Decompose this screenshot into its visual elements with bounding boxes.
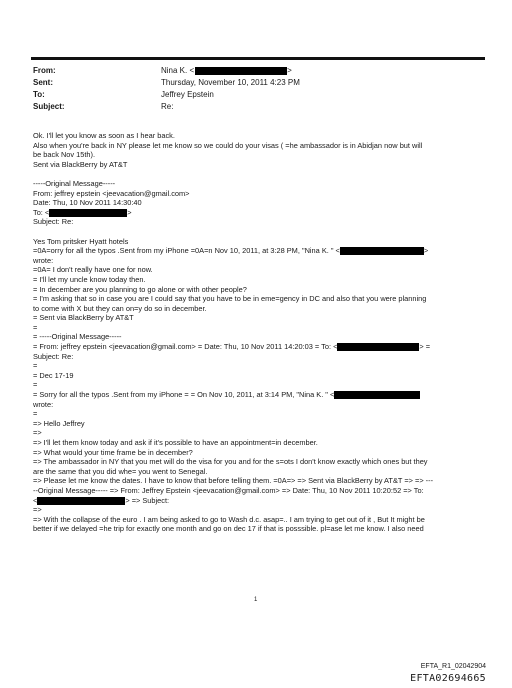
body-line: = I'm asking that so in case you are I could say that you have to be in eme=gency in DC and also that you were planning	[33, 294, 427, 304]
body-line: Subject: Re:	[33, 217, 74, 227]
body-line: =>	[33, 505, 42, 515]
body-line: -----Original Message-----	[33, 178, 116, 188]
body-line: => With the collapse of the euro . I am being asked to go to Wash d.c. asap=.. I am trying to get out of it , But It might be	[33, 514, 425, 524]
redaction-block	[49, 209, 127, 217]
body-line: =0A= I don't really have one for now.	[33, 265, 153, 275]
body-line: =	[33, 322, 38, 332]
to-value: Jeffrey Epstein	[161, 90, 214, 99]
sender-name: Nina K. <	[161, 66, 195, 75]
redaction-block	[37, 497, 125, 505]
page-number: 1	[254, 597, 258, 603]
body-line: => I'll let them know today and ask if it's possible to have an appointment=in december.	[33, 438, 318, 447]
body-line: To: < >	[33, 207, 132, 217]
from-label: From:	[33, 66, 56, 75]
sent-value: Thursday, November 10, 2011 4:23 PM	[161, 78, 300, 87]
redaction-block	[340, 247, 424, 255]
header-rule	[31, 57, 485, 60]
email-header	[33, 66, 453, 114]
to-label: To:	[33, 90, 45, 99]
body-line: =>	[33, 428, 42, 438]
body-line: => Please let me know the dates. I have to know that before telling them. =0A=> => Sent via BlackBerry by AT&T => => ---	[33, 476, 434, 486]
body-line: =	[33, 380, 38, 390]
body-line: to come with X but they can on=y do so in december.	[33, 303, 207, 313]
body-line: be back Nov 15th).	[33, 150, 96, 160]
body-line: => Hello Jeffrey	[33, 418, 85, 428]
redaction-block	[337, 343, 419, 351]
body-line: = Sorry for all the typos .Sent from my iPhone = = On Nov 10, 2011, at 3:14 PM, "Nina K. " <	[33, 390, 481, 400]
bates-number-primary: EFTA_R1_02042904	[420, 663, 486, 670]
subject-value: Re:	[161, 102, 174, 111]
sent-label: Sent:	[33, 78, 53, 87]
body-line: wrote:	[33, 399, 54, 409]
body-line: = From: jeffrey epstein <jeevacation@gmail.com> = Date: Thu, 10 Nov 2011 14:20:03 = To: < > =	[33, 342, 431, 352]
body-line: Subject: Re:	[33, 351, 74, 361]
body-line: => What would your time frame be in december?	[33, 447, 193, 457]
body-line: better if we delayed =he trip for exactly one month and go on dec 17 if that is posssible. pl=ase let me know. I also need	[33, 524, 424, 534]
body-line: = In december are you planning to go alone or with other people?	[33, 284, 247, 294]
body-line: Date: Thu, 10 Nov 2011 14:30:40	[33, 198, 142, 208]
body-line: < > => Subject:	[33, 495, 170, 505]
body-line: = I'll let my uncle know today then.	[33, 274, 146, 284]
body-line: --Original Message----- => From: Jeffrey Epstein <jeevacation@gmail.com> => Date: Thu, 10 Nov 2011 10:20:52 => To:	[33, 485, 424, 495]
email-body	[33, 131, 481, 534]
body-line: => The ambassador in NY that you met will do the visa for you and for the s=ots I don't know exactly which ones but they	[33, 457, 428, 467]
redaction-block	[334, 391, 420, 399]
bates-number-secondary: EFTA02694665	[410, 673, 486, 684]
body-line: Yes Tom pritsker Hyatt hotels	[33, 236, 129, 246]
body-line: = Dec 17-19	[33, 370, 74, 380]
body-line: = -----Original Message-----	[33, 332, 122, 342]
body-line: Ok. I'll let you know as soon as I hear back.	[33, 131, 175, 140]
body-line: wrote:	[33, 255, 54, 265]
body-line: are the same that you did whe= you went to Senegal.	[33, 466, 208, 476]
body-line: From: jeffrey epstein <jeevacation@gmail.com>	[33, 188, 190, 198]
subject-label: Subject:	[33, 102, 65, 111]
body-line: =	[33, 361, 38, 371]
body-line: Sent via BlackBerry by AT&T	[33, 159, 128, 169]
from-value: Nina K. < >	[161, 66, 292, 75]
redaction-block	[195, 67, 287, 75]
body-line: =	[33, 409, 38, 419]
body-line: =0A=orry for all the typos .Sent from my iPhone =0A=n Nov 10, 2011, at 3:28 PM, "Nina K. " < >	[33, 246, 429, 256]
body-line: Also when you're back in NY please let me know so we could do your visas ( =he ambassador is in Abidjan now but will	[33, 140, 423, 150]
body-line: = Sent via BlackBerry by AT&T	[33, 313, 134, 323]
